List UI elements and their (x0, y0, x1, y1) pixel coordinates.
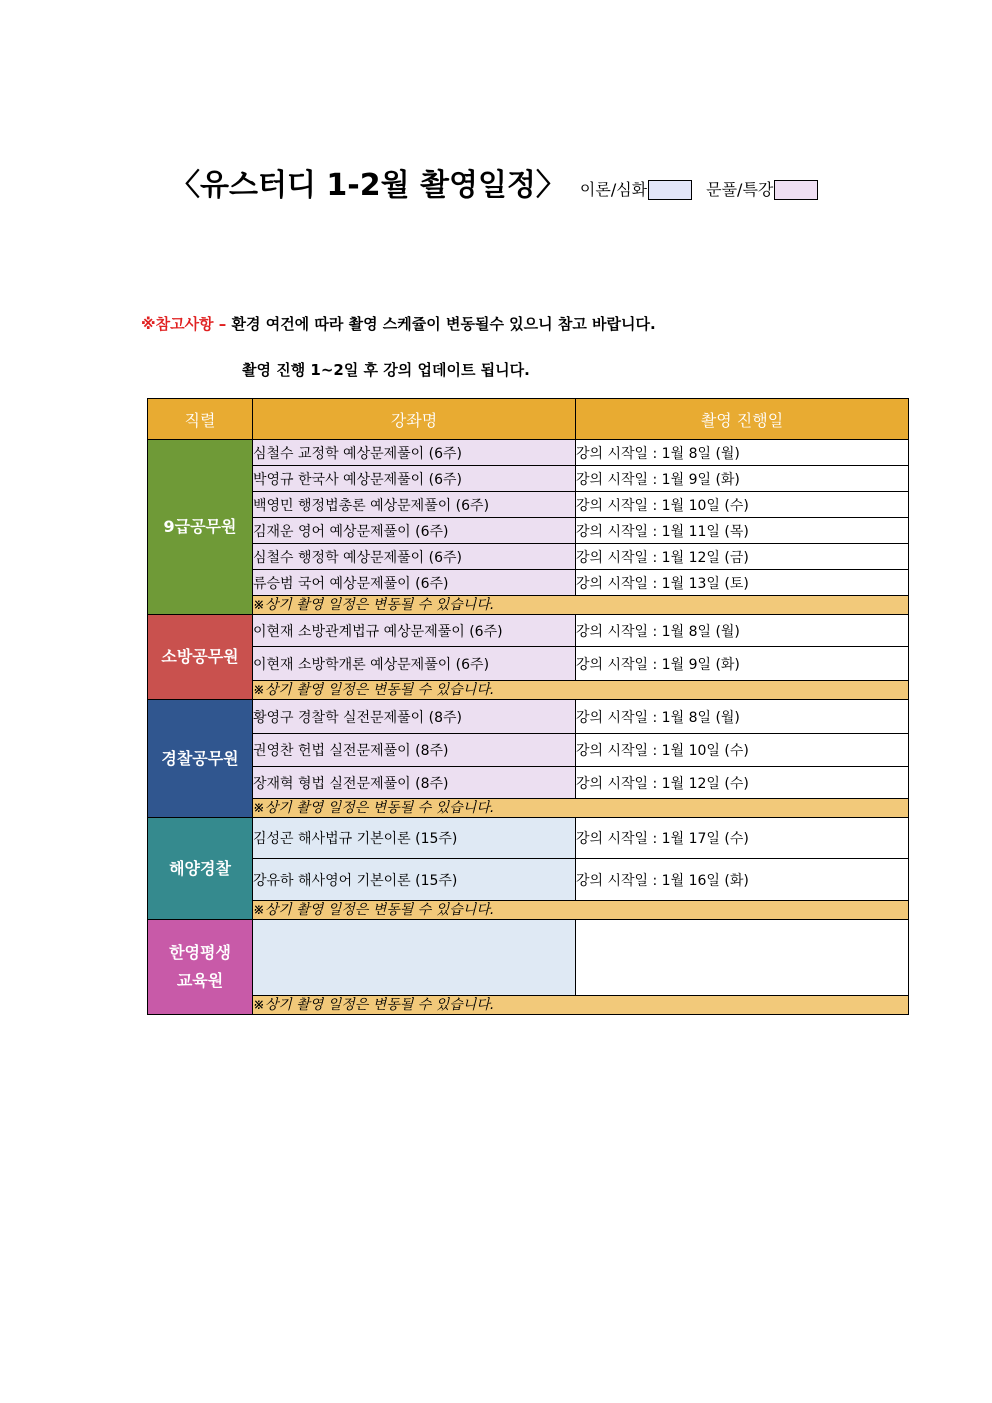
legend-theory-label: 이론/심화 (579, 180, 648, 199)
course-cell (253, 920, 576, 996)
table-header-row (148, 399, 909, 440)
course-cell: 박영규 한국사 예상문제풀이 (6주) (253, 466, 576, 492)
course-cell: 장재혁 형법 실전문제풀이 (8주) (253, 767, 576, 799)
table-row (148, 544, 909, 570)
date-cell (576, 920, 909, 996)
table-row (148, 818, 909, 859)
table-row (148, 920, 909, 996)
date-cell: 강의 시작일 : 1월 8일 (월) (576, 440, 909, 466)
note-row (148, 996, 909, 1015)
table-row (148, 492, 909, 518)
notice-prefix: ※참고사항 – (141, 315, 227, 333)
course-cell: 권영찬 헌법 실전문제풀이 (8주) (253, 734, 576, 767)
note-cell: ※상기 촬영 일정은 변동될 수 있습니다. (253, 996, 909, 1015)
notice-line-1 (141, 313, 656, 334)
course-cell: 심철수 행정학 예상문제풀이 (6주) (253, 544, 576, 570)
course-cell: 김성곤 해사법규 기본이론 (15주) (253, 818, 576, 859)
category-police: 경찰공무원 (148, 700, 253, 818)
notice-text-1: 환경 여건에 따라 촬영 스케쥴이 변동될수 있으니 참고 바랍니다. (231, 315, 656, 333)
note-row (148, 681, 909, 700)
title-row (170, 160, 818, 204)
note-cell: ※상기 촬영 일정은 변동될 수 있습니다. (253, 799, 909, 818)
legend-problem (706, 177, 818, 204)
table-row (148, 734, 909, 767)
date-cell: 강의 시작일 : 1월 9일 (화) (576, 466, 909, 492)
category-coastguard: 해양경찰 (148, 818, 253, 920)
category-hanyoung-line2: 교육원 (176, 971, 224, 990)
table-row (148, 518, 909, 544)
note-cell: ※상기 촬영 일정은 변동될 수 있습니다. (253, 596, 909, 615)
table-row (148, 570, 909, 596)
header-category: 직렬 (148, 399, 253, 440)
category-9grade: 9급공무원 (148, 440, 253, 615)
course-cell: 심철수 교정학 예상문제풀이 (6주) (253, 440, 576, 466)
table-row (148, 767, 909, 799)
note-cell: ※상기 촬영 일정은 변동될 수 있습니다. (253, 681, 909, 700)
table-row (148, 615, 909, 647)
legend-theory (580, 177, 692, 204)
date-cell: 강의 시작일 : 1월 8일 (월) (576, 615, 909, 647)
header-date: 촬영 진행일 (576, 399, 909, 440)
date-cell: 강의 시작일 : 1월 17일 (수) (576, 818, 909, 859)
course-cell: 백영민 행정법총론 예상문제풀이 (6주) (253, 492, 576, 518)
course-cell: 이현재 소방학개론 예상문제풀이 (6주) (253, 647, 576, 681)
date-cell: 강의 시작일 : 1월 12일 (수) (576, 767, 909, 799)
category-fire: 소방공무원 (148, 615, 253, 700)
date-cell: 강의 시작일 : 1월 12일 (금) (576, 544, 909, 570)
date-cell: 강의 시작일 : 1월 13일 (토) (576, 570, 909, 596)
course-cell: 강유하 해사영어 기본이론 (15주) (253, 859, 576, 901)
table-row (148, 440, 909, 466)
course-cell: 류승범 국어 예상문제풀이 (6주) (253, 570, 576, 596)
category-hanyoung-line1: 한영평생 (169, 943, 231, 962)
category-hanyoung (148, 920, 253, 1015)
date-cell: 강의 시작일 : 1월 16일 (화) (576, 859, 909, 901)
course-cell: 이현재 소방관계법규 예상문제풀이 (6주) (253, 615, 576, 647)
note-row (148, 799, 909, 818)
legend-problem-label: 문풀/특강 (706, 180, 774, 199)
table-row (148, 700, 909, 734)
header-course: 강좌명 (253, 399, 576, 440)
date-cell: 강의 시작일 : 1월 8일 (월) (576, 700, 909, 734)
course-cell: 김재운 영어 예상문제풀이 (6주) (253, 518, 576, 544)
table-row (148, 466, 909, 492)
date-cell: 강의 시작일 : 1월 10일 (수) (576, 492, 909, 518)
page-title: 〈유스터디 1-2월 촬영일정〉 (170, 168, 566, 203)
note-row (148, 596, 909, 615)
course-cell: 황영구 경찰학 실전문제풀이 (8주) (253, 700, 576, 734)
date-cell: 강의 시작일 : 1월 9일 (화) (576, 647, 909, 681)
schedule-table (147, 398, 909, 1015)
note-row (148, 901, 909, 920)
date-cell: 강의 시작일 : 1월 10일 (수) (576, 734, 909, 767)
table-row (148, 647, 909, 681)
date-cell: 강의 시작일 : 1월 11일 (목) (576, 518, 909, 544)
legend-theory-swatch (648, 180, 692, 200)
notice-line-2: 촬영 진행 1~2일 후 강의 업데이트 됩니다. (242, 361, 530, 379)
table-row (148, 859, 909, 901)
legend-problem-swatch (774, 180, 818, 200)
note-cell: ※상기 촬영 일정은 변동될 수 있습니다. (253, 901, 909, 920)
